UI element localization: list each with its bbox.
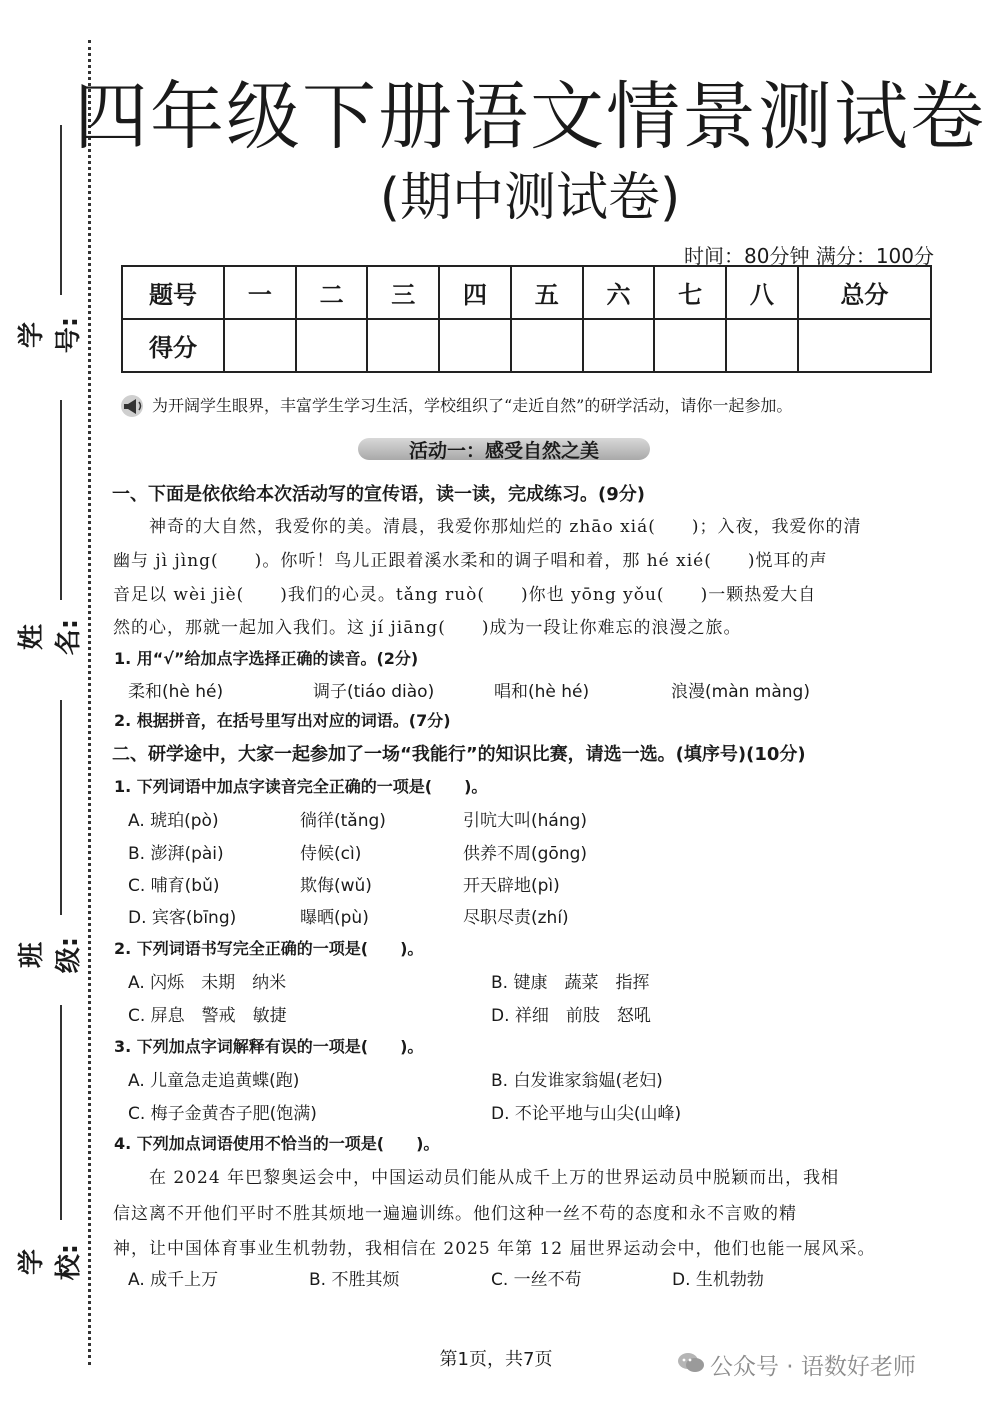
score-input-cell[interactable]: [367, 319, 439, 372]
score-input-cell[interactable]: [439, 319, 511, 372]
score-input-cell[interactable]: [511, 319, 583, 372]
option-item[interactable]: B. 键康 蔬菜 指挥: [491, 973, 650, 993]
score-table-score-row: [122, 319, 931, 372]
page-subtitle: (期中测试卷): [379, 168, 681, 228]
table-cell: 三: [367, 266, 439, 319]
school-rule: [60, 1005, 62, 1220]
section2-heading: 二、研学途中，大家一起参加了一场“我能行”的知识比赛，请选一选。(填序号)(10分): [112, 744, 806, 765]
intro-text: 为开阔学生眼界，丰富学生学习生活，学校组织了“走近自然”的研学活动，请你一起参加。: [152, 396, 793, 415]
table-cell: 一: [224, 266, 296, 319]
table-cell: 二: [296, 266, 368, 319]
option-item: 尽职尽责(zhí): [463, 908, 569, 928]
option-item[interactable]: A. 闪烁 未期 纳米: [128, 973, 287, 993]
class-label: 班级:: [17, 936, 84, 974]
question-2-4: 4. 下列加点词语使用不恰当的一项是( )。: [114, 1134, 440, 1153]
score-input-cell[interactable]: [296, 319, 368, 372]
table-cell: 总分: [798, 266, 931, 319]
option-item[interactable]: B. 澎湃(pài): [128, 844, 224, 864]
option-item[interactable]: A. 琥珀(pò): [128, 811, 219, 831]
pinyin-choice[interactable]: 柔和(hè hé): [128, 682, 224, 702]
question-1-1: 1. 用“√”给加点字选择正确的读音。(2分): [114, 649, 419, 668]
passage-line: 幽与 jì jìng( )。你听！鸟儿正跟着溪水柔和的调子唱和着，那 hé xié( )悦耳的声: [113, 551, 828, 571]
name-label: 姓名:: [17, 618, 84, 656]
question-2-3: 3. 下列加点字词解释有误的一项是( )。: [114, 1037, 424, 1056]
option-item: 曝晒(pù): [300, 908, 369, 928]
option-item[interactable]: D. 宾客(bīng): [128, 908, 237, 928]
option-item[interactable]: B. 白发谁家翁媪(老妇): [491, 1071, 663, 1091]
passage-line: 神，让中国体育事业生机勃勃，我相信在 2025 年第 12 届世界运动会中，他们也能一展风采。: [113, 1239, 876, 1259]
option-item[interactable]: C. 梅子金黄杏子肥(饱满): [128, 1104, 317, 1124]
page-number: 第1页，共7页: [439, 1349, 553, 1370]
pinyin-choice[interactable]: 调子(tiáo diào): [313, 682, 435, 702]
option-item[interactable]: C. 哺育(bǔ): [128, 876, 220, 896]
passage-line: 神奇的大自然，我爱你的美。清晨，我爱你那灿烂的 zhāo xiá( )；入夜，我爱你的清: [113, 517, 862, 537]
score-table-header-row: [122, 266, 931, 319]
name-rule: [60, 400, 62, 600]
student-id-label: 学号:: [17, 316, 84, 354]
option-item: 引吭大叫(háng): [463, 811, 588, 831]
megaphone-icon: [118, 394, 146, 418]
option-item[interactable]: C. 一丝不苟: [491, 1270, 582, 1290]
pinyin-choice[interactable]: 浪漫(màn màng): [671, 682, 810, 702]
question-2-1: 1. 下列词语中加点字读音完全正确的一项是( )。: [114, 777, 488, 796]
option-item: 供养不周(gōng): [463, 844, 588, 864]
option-item: 欺侮(wǔ): [300, 876, 372, 896]
option-item[interactable]: D. 祥细 前肢 怒吼: [491, 1006, 651, 1026]
binding-dashed-line: [88, 40, 91, 1365]
score-input-cell[interactable]: [726, 319, 798, 372]
option-item[interactable]: C. 屏息 警戒 敏捷: [128, 1006, 287, 1026]
class-rule: [60, 700, 62, 915]
pinyin-choice[interactable]: 唱和(hè hé): [494, 682, 590, 702]
table-cell: 六: [583, 266, 655, 319]
watermark-text: 公众号 · 语数好老师: [710, 1354, 916, 1380]
activity-title: 活动一：感受自然之美: [408, 440, 599, 462]
option-item[interactable]: A. 儿童急走追黄蝶(跑): [128, 1071, 300, 1091]
score-input-cell[interactable]: [654, 319, 726, 372]
score-input-cell[interactable]: [583, 319, 655, 372]
score-table: [121, 265, 932, 373]
option-item[interactable]: D. 不论平地与山尖(山峰): [491, 1104, 682, 1124]
passage-line: 信这离不开他们平时不胜其烦地一遍遍训练。他们这种一丝不苟的态度和永不言败的精: [113, 1204, 797, 1224]
question-2-2: 2. 下列词语书写完全正确的一项是( )。: [114, 939, 424, 958]
table-cell: 得分: [122, 319, 224, 372]
wechat-icon: [676, 1350, 706, 1376]
passage-line: 音足以 wèi jiè( )我们的心灵。tǎng ruò( )你也 yōng yǒu( )一颗热爱大自: [113, 585, 817, 605]
option-item: 开天辟地(pì): [463, 876, 560, 896]
table-cell: 五: [511, 266, 583, 319]
option-item: 徜徉(tǎng): [300, 811, 386, 831]
exam-meta: 时间：80分钟 满分：100分: [684, 244, 934, 268]
option-item[interactable]: A. 成千上万: [128, 1270, 219, 1290]
table-cell: 题号: [122, 266, 224, 319]
page-title: 四年级下册语文情景测试卷: [74, 74, 986, 160]
option-item[interactable]: D. 生机勃勃: [672, 1270, 764, 1290]
option-item: 侍候(cì): [300, 844, 362, 864]
table-cell: 四: [439, 266, 511, 319]
question-1-2: 2. 根据拼音，在括号里写出对应的词语。(7分): [114, 711, 451, 730]
section1-heading: 一、下面是依依给本次活动写的宣传语，读一读，完成练习。(9分): [112, 484, 645, 505]
score-input-cell[interactable]: [798, 319, 931, 372]
table-cell: 八: [726, 266, 798, 319]
school-label: 学校:: [17, 1243, 84, 1281]
table-cell: 七: [654, 266, 726, 319]
score-input-cell[interactable]: [224, 319, 296, 372]
passage-line: 然的心，那就一起加入我们。这 jí jiāng( )成为一段让你难忘的浪漫之旅。: [113, 618, 742, 638]
option-item[interactable]: B. 不胜其烦: [309, 1270, 400, 1290]
passage-line: 在 2024 年巴黎奥运会中，中国运动员们能从成千上万的世界运动员中脱颖而出，我相: [113, 1168, 840, 1188]
